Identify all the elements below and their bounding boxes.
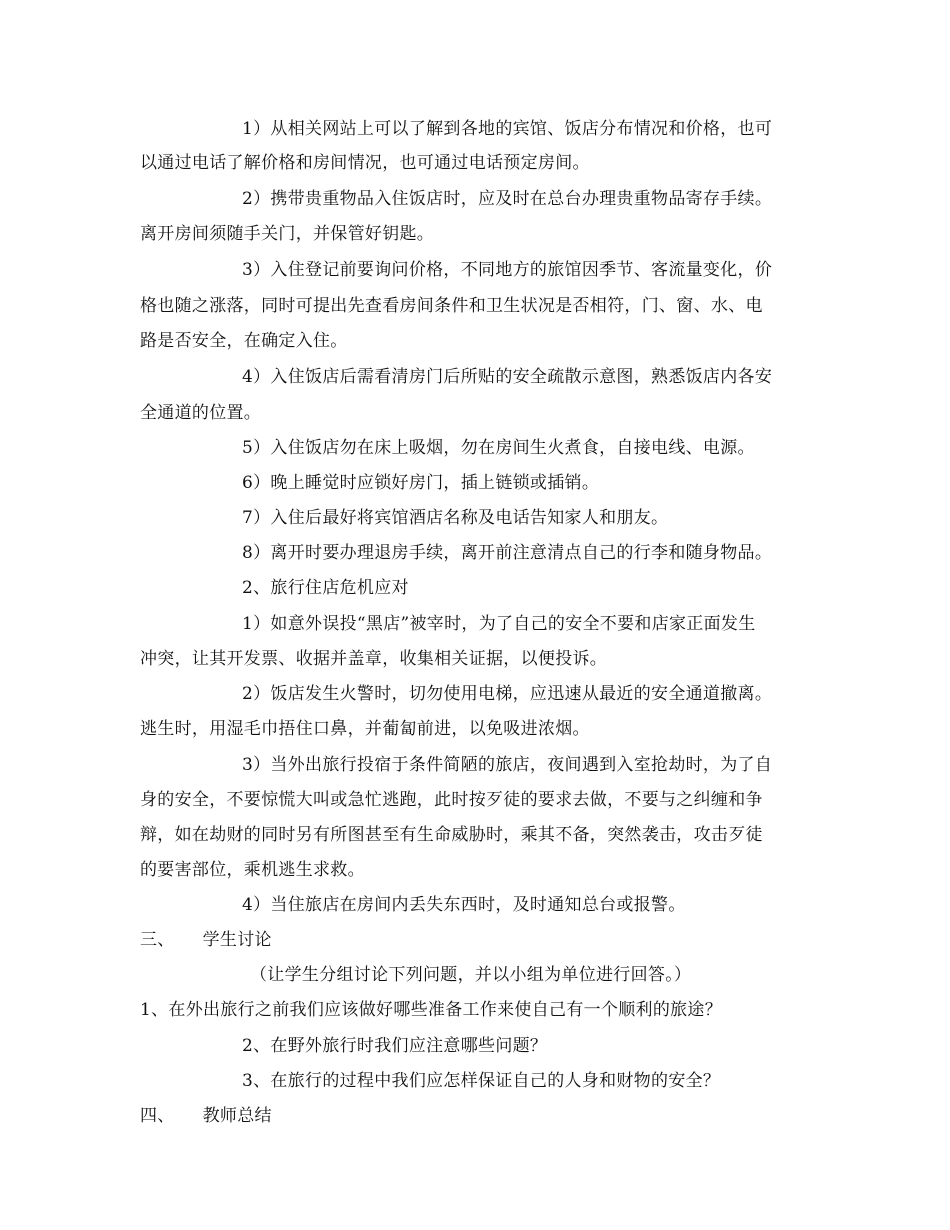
paragraph-line: 5）入住饭店勿在床上吸烟，勿在房间生火煮食，自接电线、电源。 [242,438,755,458]
paragraph-line: 1）从相关网站上可以了解到各地的宾馆、饭店分布情况和价格，也可 [242,119,773,139]
section-number: 四、 [140,1106,175,1126]
paragraph-line: 身的安全，不要惊慌大叫或急忙逃跑，此时按歹徒的要求去做，不要与之纠缠和争 [140,790,763,810]
section-heading-4 [140,1104,272,1128]
paragraph-line: 1）如意外误投“黑店”被宰时，为了自己的安全不要和店家正面发生 [242,614,756,634]
paragraph-line: 离开房间须随手关门，并保管好钥匙。 [140,224,435,244]
paragraph-line: 3）当外出旅行投宿于条件简陋的旅店，夜间遇到入室抢劫时，为了自 [242,755,773,775]
paragraph-line: 4）入住饭店后需看清房门后所贴的安全疏散示意图，熟悉饭店内各安 [242,367,773,387]
paragraph-line: 2）饭店发生火警时，切勿使用电梯，应迅速从最近的安全通道撤离。 [242,684,773,704]
section-heading-3 [140,928,272,952]
question-item: 3、在旅行的过程中我们应怎样保证自己的人身和财物的安全？ [242,1071,721,1091]
paragraph-line: 7）入住后最好将宾馆酒店名称及电话告知家人和朋友。 [242,508,669,528]
paragraph-line: 辩，如在劫财的同时另有所图甚至有生命威胁时，乘其不备，突然袭击，攻击歹徒 [140,825,763,845]
section-title: 教师总结 [202,1106,272,1126]
paragraph-line: 路是否安全，在确定入住。 [140,331,348,351]
paragraph-line: 逃生时，用湿毛巾捂住口鼻，并葡匐前进，以免吸进浓烟。 [140,719,590,739]
paragraph-line: 全通道的位置。 [140,403,262,423]
question-item: 1、在外出旅行之前我们应该做好哪些准备工作来使自己有一个顺利的旅途？ [140,1000,723,1020]
section-title: 学生讨论 [202,930,272,950]
question-item: 2、在野外旅行时我们应注意哪些问题？ [242,1036,548,1056]
section-number: 三、 [140,930,175,950]
paragraph-line: 8）离开时要办理退房手续，离开前注意清点自己的行李和随身物品。 [242,543,773,563]
paragraph-line: 4）当住旅店在房间内丢失东西时，及时通知总台或报警。 [242,895,686,915]
paragraph-line: 格也随之涨落，同时可提出先查看房间条件和卫生状况是否相符，门、窗、水、电 [140,296,763,316]
paragraph-line: 3）入住登记前要询问价格，不同地方的旅馆因季节、客流量变化，价 [242,260,773,280]
paragraph-line: 以通过电话了解价格和房间情况，也可通过电话预定房间。 [140,153,590,173]
paragraph-line: 的要害部位，乘机逃生求救。 [140,860,365,880]
paragraph-line: 冲突，让其开发票、收据并盖章，收集相关证据，以便投诉。 [140,649,608,669]
paragraph-line: 6）晚上睡觉时应锁好房门，插上链锁或插销。 [242,473,600,493]
paragraph-line: 2）携带贵重物品入住饭店时，应及时在总台办理贵重物品寄存手续。 [242,189,773,209]
instruction-note: （让学生分组讨论下列问题，并以小组为单位进行回答。） [250,965,692,985]
subsection-heading: 2、旅行住店危机应对 [242,578,409,598]
